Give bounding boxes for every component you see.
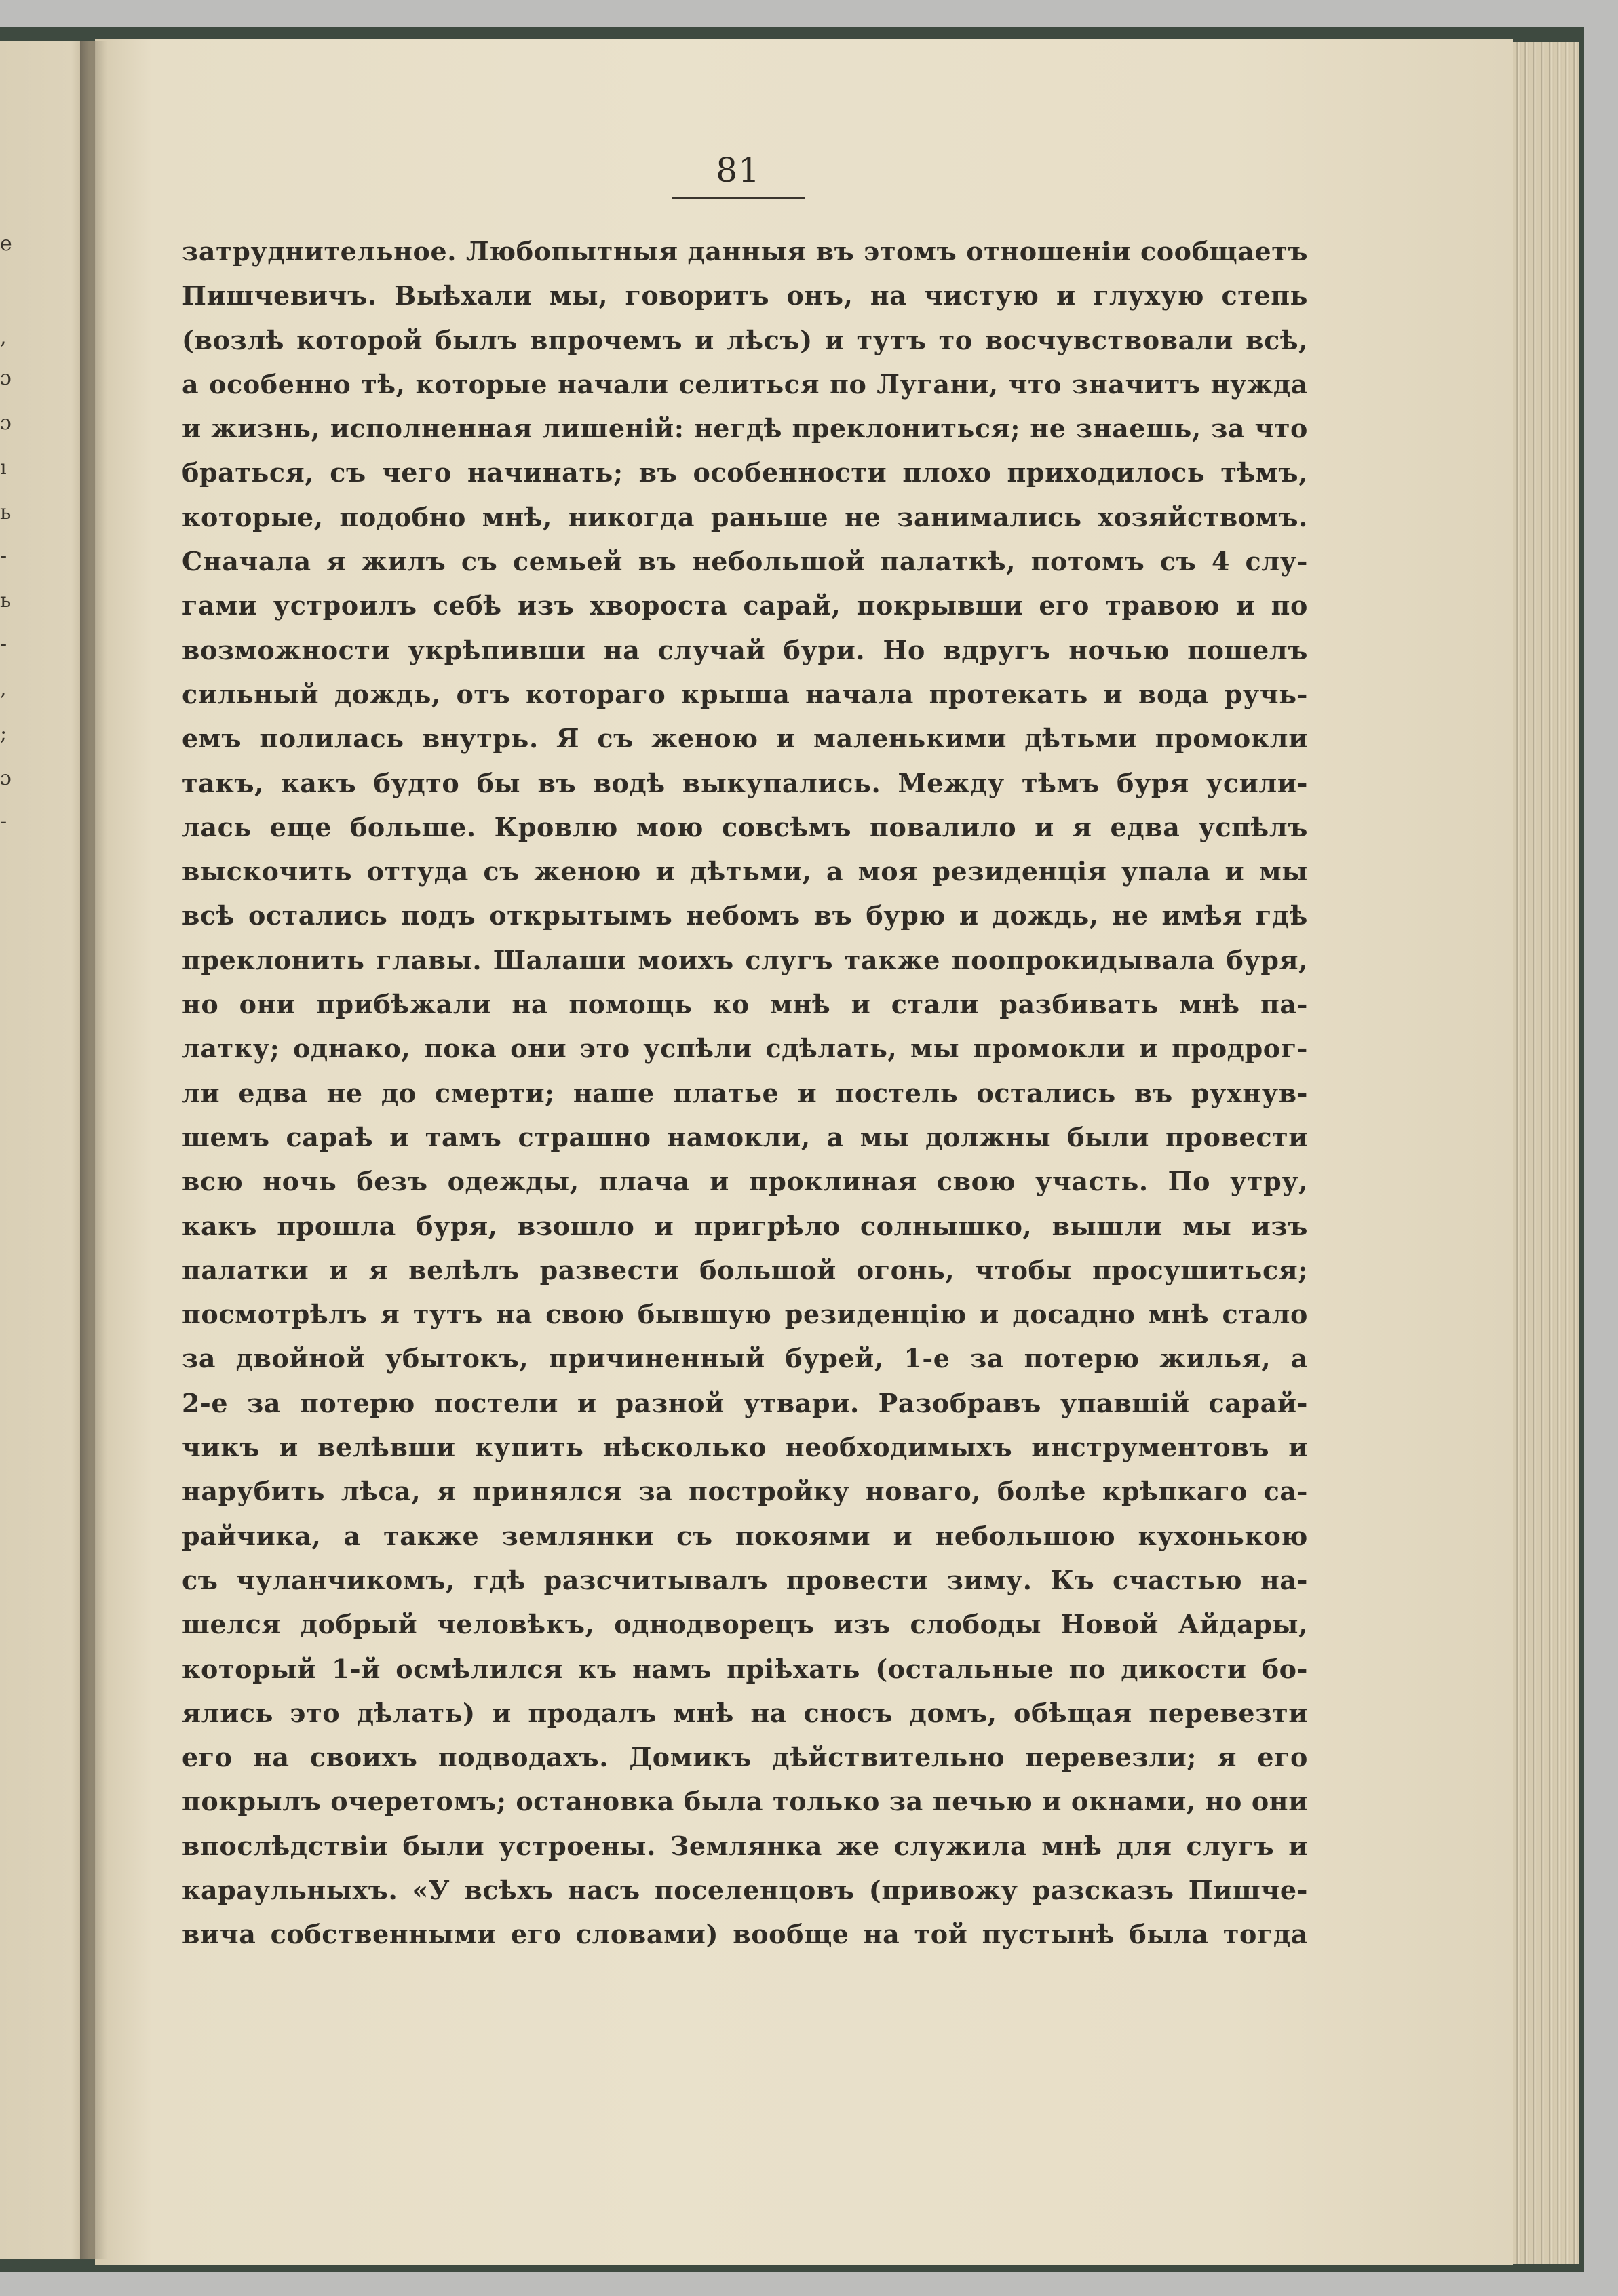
- text-line: возможности укрѣпивши на случай бури. Но вдругъ ночью пошелъ: [182, 634, 1308, 665]
- text-line: которые, подобно мнѣ, никогда раньше не занимались хозяйствомъ.: [182, 501, 1308, 532]
- text-line: нарубить лѣса, я принялся за постройку новаго, болѣе крѣпкаго са-: [182, 1476, 1308, 1507]
- left-page-character: -: [0, 544, 7, 568]
- left-page-character: ь: [0, 501, 12, 524]
- page-edges-stack: [1513, 42, 1579, 2264]
- text-line: емъ полилась внутрь. Я съ женою и маленькими дѣтьми промокли: [182, 723, 1308, 754]
- text-line: сильный дождь, отъ котораго крыша начала протекать и вода ручь-: [182, 678, 1308, 709]
- text-line: такъ, какъ будто бы въ водѣ выкупались. Между тѣмъ буря усили-: [182, 767, 1308, 798]
- text-line: палатки и я велѣлъ развести большой огонь, чтобы просушиться;: [182, 1254, 1308, 1285]
- left-page-character: ɔ: [0, 766, 12, 790]
- text-line: Сначала я жилъ съ семьей въ небольшой палаткѣ, потомъ съ 4 слу-: [182, 546, 1308, 577]
- text-line: латку; однако, пока они это успѣли сдѣлать, мы промокли и продрог-: [182, 1033, 1308, 1064]
- left-page-character: ı: [0, 456, 7, 480]
- text-line: за двойной убытокъ, причиненный бурей, 1-е за потерю жилья, а: [182, 1343, 1308, 1374]
- text-line: шелся добрый человѣкъ, однодворецъ изъ слободы Новой Айдары,: [182, 1609, 1308, 1640]
- text-line: браться, съ чего начинать; въ особенности плохо приходилось тѣмъ,: [182, 457, 1308, 488]
- text-line: преклонить главы. Шалаши моихъ слугъ также поопрокидывала буря,: [182, 944, 1308, 975]
- left-page-character: ,: [0, 677, 7, 701]
- text-line: райчика, а также землянки съ покоями и небольшою кухонькою: [182, 1520, 1308, 1551]
- text-line: ли едва не до смерти; наше платье и постель остались въ рухнув-: [182, 1077, 1308, 1108]
- left-page-character: ɔ: [0, 366, 12, 390]
- text-line: выскочить оттуда съ женою и дѣтьми, а моя резиденція упала и мы: [182, 856, 1308, 887]
- text-line: затруднительное. Любопытныя данныя въ этомъ отношеніи сообщаетъ: [182, 236, 1309, 267]
- text-line: гами устроилъ себѣ изъ хвороста сарай, покрывши его травою и по: [182, 590, 1308, 621]
- text-line: но они прибѣжали на помощь ко мнѣ и стали разбивать мнѣ па-: [182, 989, 1308, 1020]
- text-line: и жизнь, исполненная лишеній: негдѣ преклониться; не знаешь, за что: [182, 413, 1308, 444]
- left-page-character: e: [0, 232, 12, 256]
- text-line: его на своихъ подводахъ. Домикъ дѣйствительно перевезли; я его: [182, 1742, 1308, 1773]
- text-line: всѣ остались подъ открытымъ небомъ въ бурю и дождь, не имѣя гдѣ: [182, 900, 1308, 931]
- text-line: вича собственными его словами) вообще на той пустынѣ была тогда: [182, 1919, 1308, 1950]
- body-text: [182, 229, 1308, 1957]
- page-number-rule: [672, 197, 805, 199]
- gutter-shadow: [80, 41, 107, 2259]
- text-line: 2-е за потерю постели и разной утвари. Разобравъ упавшій сарай-: [182, 1387, 1308, 1418]
- text-line: всю ночь безъ одежды, плача и проклиная свою участь. По утру,: [182, 1166, 1308, 1197]
- left-page-character: ь: [0, 589, 12, 612]
- text-line: какъ прошла буря, взошло и пригрѣло солнышко, вышли мы изъ: [182, 1210, 1308, 1241]
- text-line: ялись это дѣлать) и продалъ мнѣ на сносъ домъ, обѣщая перевезти: [182, 1697, 1308, 1728]
- text-line: который 1-й осмѣлился къ намъ пріѣхать (остальные по дикости бо-: [182, 1653, 1308, 1684]
- text-line: а особенно тѣ, которые начали селиться по Лугани, что значитъ нужда: [182, 368, 1308, 400]
- text-line: лась еще больше. Кровлю мою совсѣмъ повалило и я едва успѣлъ: [182, 811, 1308, 842]
- left-page-character: ;: [0, 722, 7, 745]
- left-page-character: ,: [0, 326, 7, 349]
- text-line: впослѣдствіи были устроены. Землянка же служила мнѣ для слугъ и: [182, 1830, 1308, 1861]
- text-line: караульныхъ. «У всѣхъ насъ поселенцовъ (привожу разсказъ Пишче-: [182, 1874, 1308, 1905]
- left-page-character: ɔ: [0, 411, 12, 435]
- left-page-character: -: [0, 810, 7, 834]
- text-line: покрылъ очеретомъ; остановка была только за печью и окнами, но они: [182, 1786, 1308, 1817]
- text-line: чикъ и велѣвши купить нѣсколько необходимыхъ инструментовъ и: [182, 1432, 1308, 1463]
- text-line: шемъ сараѣ и тамъ страшно намокли, а мы должны были провести: [182, 1121, 1308, 1152]
- text-line: (возлѣ которой былъ впрочемъ и лѣсъ) и тутъ то восчувствовали всѣ,: [182, 324, 1308, 355]
- text-line: Пишчевичъ. Выѣхали мы, говоритъ онъ, на чистую и глухую степь: [182, 280, 1308, 311]
- left-page-character: -: [0, 632, 7, 656]
- text-line: съ чуланчикомъ, гдѣ разсчитывалъ провести зиму. Къ счастью на-: [182, 1564, 1308, 1595]
- text-line: посмотрѣлъ я тутъ на свою бывшую резиденцію и досадно мнѣ стало: [182, 1299, 1308, 1330]
- page-number: 81: [716, 151, 760, 190]
